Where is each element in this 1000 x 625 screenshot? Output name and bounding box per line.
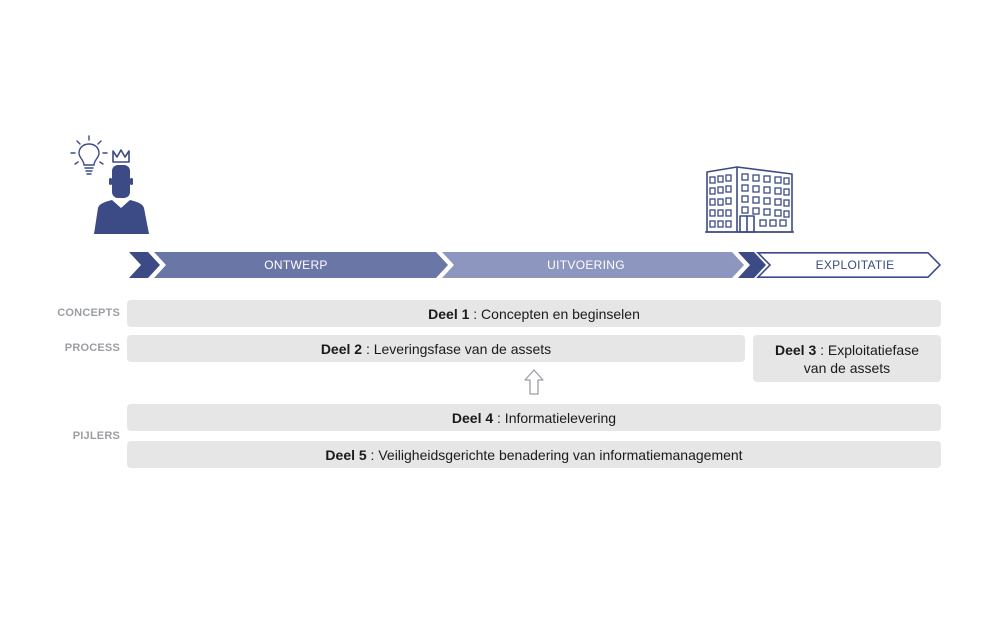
deel-5-title: Deel 5 [325,446,367,463]
deel-5-text: : Veiligheidsgerichte benadering van informatiemanagement [366,446,743,463]
building-icon [704,164,796,236]
deel-1-bar [127,300,941,327]
deel-3-text-line2: van de assets [803,359,891,376]
timeline-start-chevron [129,252,160,278]
deel-2-text: : Leveringsfase van de assets [362,340,552,357]
deel-2-bar [127,335,745,362]
row-label-pijlers: PIJLERS [72,430,120,442]
row-label-concepts: CONCEPTS [57,307,120,319]
deel-2-title: Deel 2 [320,340,363,357]
deel-4-title: Deel 4 [451,409,494,426]
deel-4-bar [127,404,941,431]
deel-3-title: Deel 3 [775,341,817,358]
phase-exploitatie-label: EXPLOITATIE [815,258,895,272]
up-arrow-icon [524,369,544,395]
designer-person-icon [68,132,158,236]
deel-5-bar [127,441,941,468]
deel-3-text: : Exploitatiefase [816,341,919,358]
deel-3-bar [753,335,941,382]
phase-uitvoering-label: UITVOERING [547,258,625,272]
deel-4-text: : Informatielevering [493,409,617,426]
phase-ontwerp-label: ONTWERP [264,258,328,272]
row-label-process: PROCESS [64,342,120,354]
deel-1-text: : Concepten en beginselen [469,305,640,322]
deel-1-title: Deel 1 [428,305,470,322]
